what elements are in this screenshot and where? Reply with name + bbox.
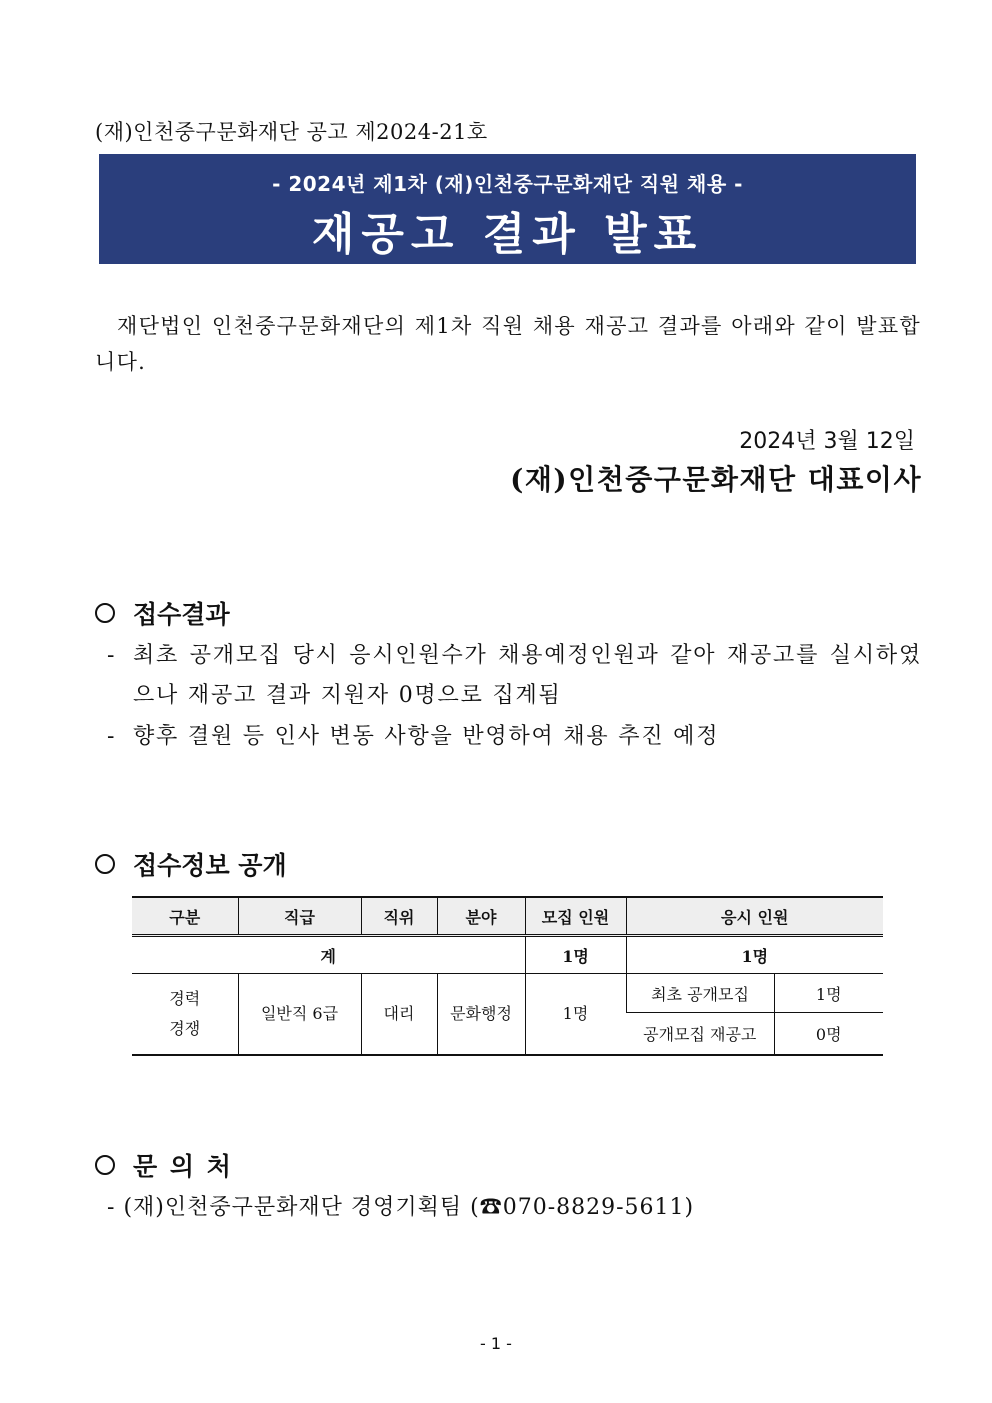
total-recruit: 1명 (525, 936, 626, 974)
section-result-title: 접수결과 (95, 595, 230, 631)
contact-line: - (재)인천중구문화재단 경영기획팀 (☎070-8829-5611) (107, 1195, 695, 1220)
sub-row-label: 공개모집 재공고 (626, 1013, 774, 1056)
announcement-date: 2024년 3월 12일 (739, 429, 915, 454)
header-applicants: 응시 인원 (626, 897, 883, 936)
table-row (132, 974, 883, 1013)
circle-bullet-icon (95, 603, 115, 623)
header-field: 분야 (437, 897, 525, 936)
total-applicants: 1명 (626, 936, 883, 974)
sub-row-label: 최초 공개모집 (626, 974, 774, 1013)
header-grade: 직급 (238, 897, 361, 936)
notice-number: (재)인천중구문화재단 공고 제2024-21호 (95, 120, 488, 144)
sub-row-value: 1명 (774, 974, 883, 1013)
title-main: 재공고 결과 발표 (311, 209, 704, 260)
result-bullet-1: - 최초 공개모집 당시 응시인원수가 채용예정인원과 같아 재공고를 실시하였으나 재공고 결과 지원자 0명으로 집계됨 (107, 643, 922, 708)
total-label: 계 (132, 936, 525, 974)
intro-paragraph: 재단법인 인천중구문화재단의 제1차 직원 채용 재공고 결과를 아래와 같이 발표합니다. (95, 314, 921, 374)
section-info-title: 접수정보 공개 (95, 846, 287, 882)
page-number: - 1 - (480, 1334, 512, 1353)
row-position: 대리 (361, 974, 437, 1056)
applicant-info-table (132, 896, 883, 1056)
circle-bullet-icon (95, 1155, 115, 1175)
sub-row-value: 0명 (774, 1013, 883, 1056)
header-position: 직위 (361, 897, 437, 936)
header-category: 구분 (132, 897, 238, 936)
table-header-row (132, 897, 883, 936)
signature: (재)인천중구문화재단 대표이사 (510, 463, 922, 496)
contact-text: (재)인천중구문화재단 경영기획팀 (☎070-8829-5611) (123, 1195, 695, 1220)
row-category: 경력 경쟁 (132, 974, 238, 1056)
row-field: 문화행정 (437, 974, 525, 1056)
title-subtitle: - 2024년 제1차 (재)인천중구문화재단 직원 채용 - (272, 172, 743, 196)
table-total-row (132, 936, 883, 974)
result-bullet-2: - 향후 결원 등 인사 변동 사항을 반영하여 채용 추진 예정 (107, 724, 720, 749)
circle-bullet-icon (95, 854, 115, 874)
row-grade: 일반직 6급 (238, 974, 361, 1056)
header-recruit: 모집 인원 (525, 897, 626, 936)
title-banner (99, 154, 916, 264)
section-contact-title: 문 의 처 (95, 1147, 233, 1183)
row-recruit: 1명 (525, 974, 626, 1056)
